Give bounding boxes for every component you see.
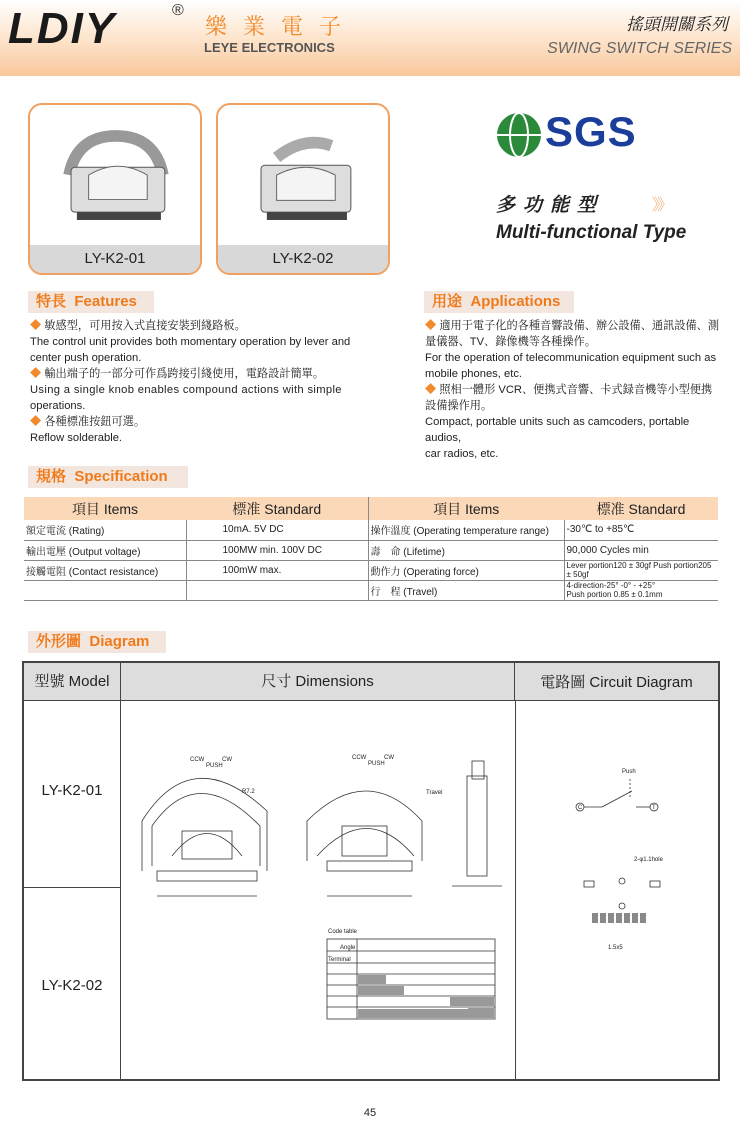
circuit-diagram [516,701,718,1079]
col-dimensions-header: 尺寸 Dimensions [121,663,515,700]
product-label-k2-02: LY-K2-02 [218,245,388,273]
label-ccw: CCW [190,757,205,763]
product-photo-k2-02 [218,105,388,247]
product-card-k2-01 [28,103,202,275]
label-r72: R7.2 [242,789,255,795]
label-terminal: Terminal [328,957,351,963]
product-card-k2-02 [216,103,390,275]
table-row: 行 程 (Travel) 4-direction-25° -0° - +25° Push portion 0.85 ± 0.1mm [24,580,718,600]
spec-col-standard-1: 標准 Standard [186,497,368,520]
registered-mark: ® [172,2,184,19]
applications-text: ◆ 適用于電子化的各種音響設備、辦公設備、通訊設備、測 量儀器、TV、錄像機等各種操作。 For the operation of telecommunication equipment such as mobile phones, etc. ◆ 照相一體形 VCR、便携式音響、卡式録音機等小型便携 設備操作用。 Compact, portable units such as camcoders, portable audios, car radios, etc. [425,320,720,460]
features-heading: 特長 Features [28,291,154,313]
diagram-table [22,661,720,1081]
model-k2-02: LY-K2-02 [24,888,121,1079]
label-angle: Angle [340,945,356,951]
specification-table [24,497,718,601]
svg-text:PUSH: PUSH [368,761,385,767]
label-cw: CW [222,757,232,763]
company-name-en: LEYE ELECTRONICS [204,40,335,55]
series-title-en: SWING SWITCH SERIES [547,40,732,57]
label-travel: Travel [426,790,443,796]
table-row: 輸出電壓 (Output voltage) 100MW min. 100V DC 壽 命 (Lifetime) 90,000 Cycles min [24,540,718,560]
page-number: 45 [363,1107,377,1119]
sgs-globe-icon [494,110,544,160]
table-row: 接觸電阻 (Contact resistance) 100mW max. 動作力 (Operating force) Lever portion120 ± 30gf Push portion205 ± 50gf [24,560,718,580]
dimension-drawings [122,701,514,1079]
spec-header-row [24,497,718,520]
label-15x5: 1.5x5 [608,945,623,951]
svg-text:CW: CW [384,755,394,761]
features-text: ◆ 敏感型，可用按入式直接安裝到綫路板。 The control unit provides both momentary operation by lever and center push operation. ◆ 輸出端子的一部分可作爲跨接引綫使用，電路設計簡單。 Using a single knob enables compound actions with simple operations. ◆ 各種標准按鈕可選。 Reflow solderable. [30,320,351,444]
brand-logo: LDIY [8,4,117,53]
type-title-en: Multi-functional Type [496,222,687,243]
terminal-t: T [652,805,656,811]
applications-heading: 用途 Applications [424,291,574,313]
spec-col-items-2: 項目 Items [368,497,564,520]
type-title-cn: 多功能型 [496,195,605,216]
page-header [0,0,740,76]
spec-col-standard-2: 標准 Standard [564,497,718,520]
product-label-k2-01: LY-K2-01 [30,245,200,273]
label-hole: 2-φ1.1hole [634,857,663,863]
product-photo-k2-01 [30,105,200,247]
terminal-c: C [578,805,583,811]
col-model-header: 型號 Model [24,663,121,700]
col-circuit-header: 電路圖 Circuit Diagram [515,663,718,700]
spec-col-items-1: 項目 Items [24,497,186,520]
label-push: PUSH [206,763,223,769]
label-code-table: Code table [328,929,358,935]
model-k2-01: LY-K2-01 [24,700,121,888]
company-name-cn: 樂業電子 [205,14,358,39]
diagram-heading: 外形圖 Diagram [28,631,166,653]
label-push-circuit: Push [622,769,636,775]
svg-text:CCW: CCW [352,755,367,761]
table-row: 額定電流 (Rating) 10mA. 5V DC 操作溫度 (Operating temperature range) -30℃ to +85℃ [24,520,718,540]
series-title-cn: 搖頭開關系列 [626,15,728,34]
sgs-logo-text: SGS [545,108,637,155]
specification-heading: 規格 Specification [28,466,188,488]
chevron-right-icon: 》》 [652,197,671,214]
